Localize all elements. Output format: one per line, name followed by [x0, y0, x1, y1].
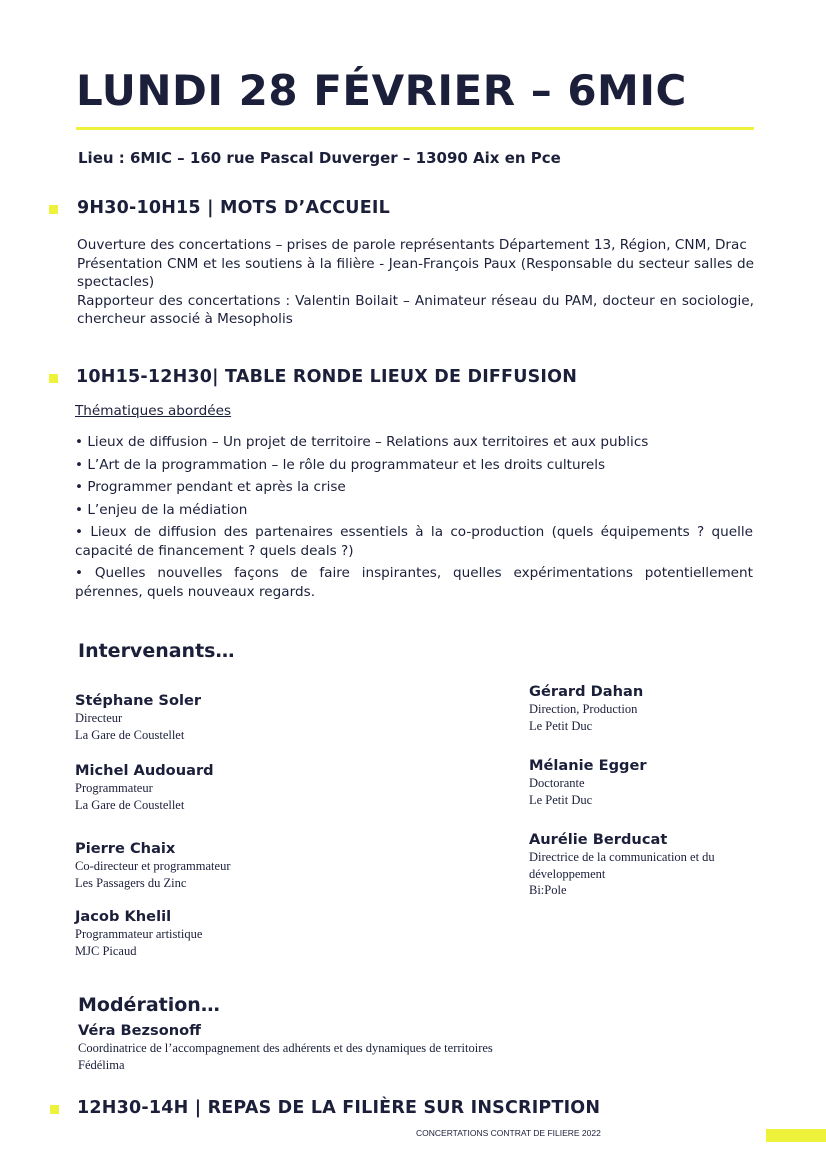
footer-text: CONCERTATIONS CONTRAT DE FILIERE 2022 — [416, 1128, 601, 1138]
speaker-card — [529, 756, 749, 808]
speaker-name: Aurélie Berducat — [529, 831, 668, 848]
section-bullet-icon — [50, 1105, 59, 1114]
section-heading-roundtable: 10H15-12H30| TABLE RONDE LIEUX DE DIFFUSION — [76, 367, 578, 387]
section-bullet-icon — [49, 374, 58, 383]
welcome-paragraph: Présentation CNM et les soutiens à la filière - Jean-François Paux (Responsable du secteur salles de spectacles) — [77, 255, 754, 290]
speaker-card — [75, 839, 515, 891]
page-title: LUNDI 28 FÉVRIER – 6MIC — [76, 66, 687, 115]
speaker-org: Le Petit Duc — [529, 792, 593, 807]
speaker-name: Mélanie Egger — [529, 757, 647, 774]
themes-list — [75, 433, 753, 605]
speaker-role: Doctorante — [529, 776, 585, 790]
speaker-name: Michel Audouard — [75, 762, 214, 779]
speaker-role: Co-directeur et programmateur — [75, 859, 231, 873]
section-heading-lunch: 12H30-14H | REPAS DE LA FILIÈRE SUR INSCRIPTION — [77, 1098, 601, 1118]
section-bullet-icon — [49, 205, 58, 214]
speaker-role: Directeur — [75, 711, 123, 725]
section-heading-welcome: 9H30-10H15 | MOTS D’ACCUEIL — [77, 198, 390, 218]
speaker-org: Les Passagers du Zinc — [75, 875, 187, 890]
speaker-org: MJC Picaud — [75, 943, 137, 958]
speaker-org: La Gare de Coustellet — [75, 727, 185, 742]
list-item: • L’Art de la programmation – le rôle du programmateur et les droits culturels — [75, 456, 606, 473]
speaker-name: Gérard Dahan — [529, 683, 644, 700]
list-item: • L’enjeu de la médiation — [75, 501, 248, 518]
speaker-card — [75, 907, 515, 959]
speaker-name: Jacob Khelil — [75, 908, 172, 925]
speaker-card — [529, 830, 749, 899]
welcome-paragraph: Ouverture des concertations – prises de parole représentants Département 13, Région, CNM, Drac — [77, 237, 747, 253]
footer-accent-bar — [766, 1129, 826, 1142]
welcome-paragraph: Rapporteur des concertations : Valentin Boilait – Animateur réseau du PAM, docteur en sociologie, chercheur associé à Mesopholis — [77, 292, 754, 327]
moderator-name: Véra Bezsonoff — [78, 1022, 201, 1039]
speaker-org: Bi:Pole — [529, 883, 567, 897]
speaker-name: Pierre Chaix — [75, 840, 176, 857]
speaker-org: La Gare de Coustellet — [75, 797, 185, 812]
speaker-name: Stéphane Soler — [75, 692, 202, 709]
speaker-card — [75, 691, 515, 743]
speaker-org: Le Petit Duc — [529, 718, 593, 733]
welcome-description — [77, 236, 754, 329]
moderator-role: Coordinatrice de l’accompagnement des adhérents et des dynamiques de territoires — [78, 1041, 493, 1055]
list-item: • Programmer pendant et après la crise — [75, 479, 346, 495]
speaker-role: Direction, Production — [529, 702, 638, 716]
themes-subheading: Thématiques abordées — [75, 403, 232, 419]
list-item: • Lieux de diffusion des partenaires essentiels à la co-production (quels équipements ? quelle capacité de financement ? quels deals ?) — [75, 524, 753, 559]
moderator-org: Fédélima — [78, 1057, 125, 1072]
moderator-card — [78, 1021, 678, 1073]
moderation-title: Modération… — [78, 994, 220, 1016]
speaker-card — [75, 761, 515, 813]
venue-line: Lieu : 6MIC – 160 rue Pascal Duverger – 13090 Aix en Pce — [78, 149, 561, 167]
speakers-title: Intervenants… — [78, 640, 235, 662]
title-underline — [76, 127, 754, 130]
speaker-role: Programmateur — [75, 781, 153, 795]
list-item: • Quelles nouvelles façons de faire inspirantes, quelles expérimentations potentiellement pérennes, quels nouveaux regards. — [75, 565, 753, 600]
speaker-card — [529, 682, 749, 734]
list-item: • Lieux de diffusion – Un projet de territoire – Relations aux territoires et aux publics — [75, 434, 649, 450]
speaker-role: Directrice de la communication et du développement — [529, 850, 715, 881]
speaker-role: Programmateur artistique — [75, 927, 203, 941]
